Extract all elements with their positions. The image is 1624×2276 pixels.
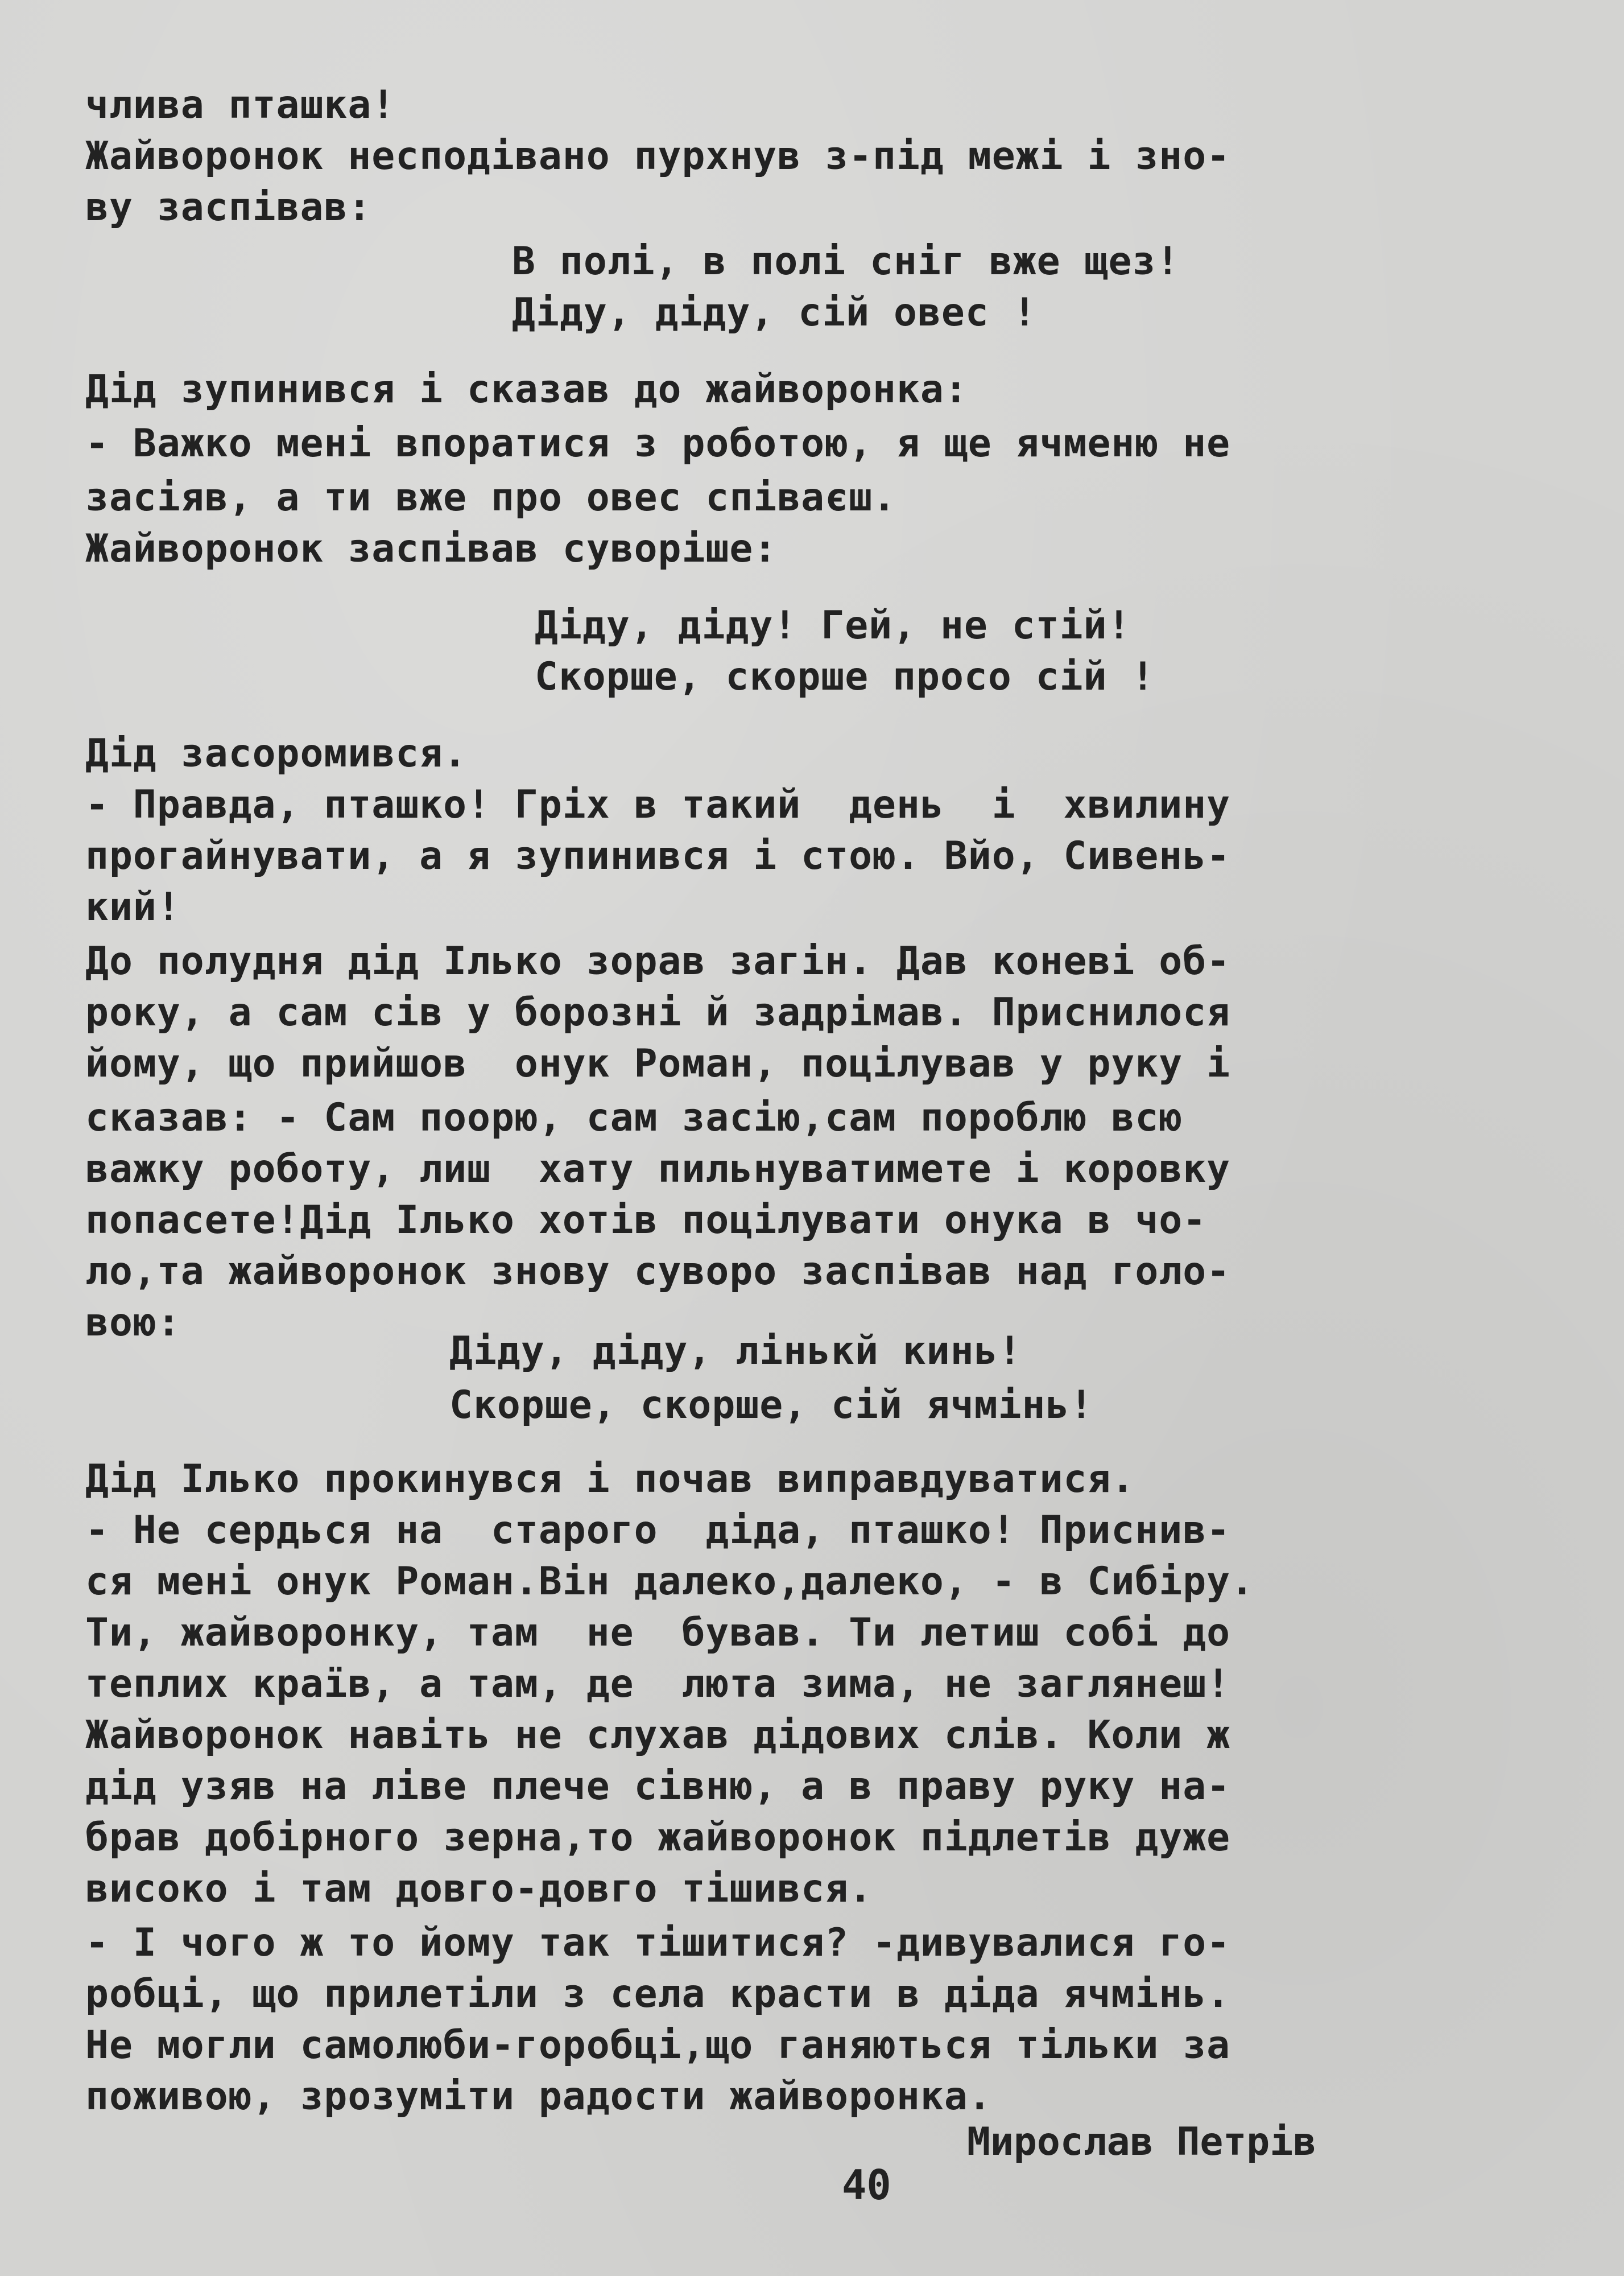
verse-line: В полі, в полі сніг вже щез! bbox=[512, 239, 1180, 284]
text-line: брав добірного зерна,то жайворонок підлетів дуже bbox=[85, 1815, 1231, 1860]
text-line: Не могли самолюби-горобці,що ганяються тільки за bbox=[85, 2023, 1231, 2068]
verse-line: Діду, діду! Гей, не стій! bbox=[535, 603, 1131, 648]
text-line: попасете!Дід Ілько хотів поцілувати онука в чо- bbox=[85, 1198, 1207, 1243]
verse-line: Діду, діду, лінькй кинь! bbox=[449, 1329, 1022, 1374]
text-line: вою: bbox=[85, 1300, 181, 1345]
verse-line: Діду, діду, сій овес ! bbox=[512, 290, 1037, 335]
text-line: ся мені онук Роман.Він далеко,далеко, - в Сибіру. bbox=[85, 1559, 1255, 1604]
text-line: Жайворонок заспівав суворіше: bbox=[85, 526, 778, 571]
text-line: До полудня дід Ілько зорав загін. Дав коневі об- bbox=[85, 939, 1231, 984]
text-line: ло,та жайворонок знову суворо заспівав над голо- bbox=[85, 1249, 1231, 1294]
text-line: поживою, зрозуміти радости жайворонка. bbox=[85, 2074, 992, 2119]
text-line: Жайворонок несподівано пурхнув з-під межі і зно- bbox=[85, 134, 1231, 179]
author-signature: Мирослав Петрів bbox=[967, 2120, 1317, 2164]
verse-line: Скорше, скорше просо сій ! bbox=[535, 654, 1155, 699]
text-line: робці, що прилетіли з села красти в діда ячмінь. bbox=[85, 1972, 1231, 2017]
text-line: ву заспівав: bbox=[85, 185, 372, 230]
text-line: сказав: - Сам поорю, сам засію,сам пороблю всю bbox=[85, 1095, 1183, 1140]
text-line: теплих країв, а там, де люта зима, не заглянеш! bbox=[85, 1661, 1231, 1706]
text-line: високо і там довго-довго тішився. bbox=[85, 1866, 873, 1911]
page-number: 40 bbox=[842, 2161, 891, 2209]
text-line: Дід засоромився. bbox=[85, 731, 468, 776]
text-line: важку роботу, лиш хату пильнуватимете і коровку bbox=[85, 1147, 1231, 1191]
text-line: року, а сам сів у борозні й задрімав. Приснилося bbox=[85, 990, 1231, 1035]
text-line: - Важко мені впоратися з роботою, я ще ячменю не bbox=[85, 421, 1231, 466]
text-line: - Не сердься на старого діда, пташко! Приснив- bbox=[85, 1508, 1231, 1553]
text-line: Ти, жайворонку, там не бував. Ти летиш собі до bbox=[85, 1610, 1231, 1655]
text-line: прогайнувати, а я зупинився і стою. Вйо, Сивень- bbox=[85, 834, 1231, 879]
text-line: - І чого ж то йому так тішитися? -дивувалися го- bbox=[85, 1920, 1231, 1965]
text-line: Дід зупинився і сказав до жайворонка: bbox=[85, 367, 968, 412]
text-line: йому, що прийшов онук Роман, поцілував у руку і bbox=[85, 1041, 1231, 1086]
text-line: - Правда, пташко! Гріх в такий день і хвилину bbox=[85, 782, 1231, 827]
verse-line: Скорше, скорше, сій ячмінь! bbox=[449, 1383, 1094, 1428]
text-line: Дід Ілько прокинувся і почав виправдуватися. bbox=[85, 1457, 1135, 1502]
text-line: члива пташка! bbox=[85, 83, 396, 127]
text-line: дід узяв на ліве плече сівню, а в праву руку на- bbox=[85, 1764, 1231, 1809]
text-line: Жайворонок навіть не слухав дідових слів. Коли ж bbox=[85, 1713, 1231, 1758]
text-line: кий! bbox=[85, 885, 181, 930]
text-line: засіяв, а ти вже про овес співаєш. bbox=[85, 475, 896, 520]
